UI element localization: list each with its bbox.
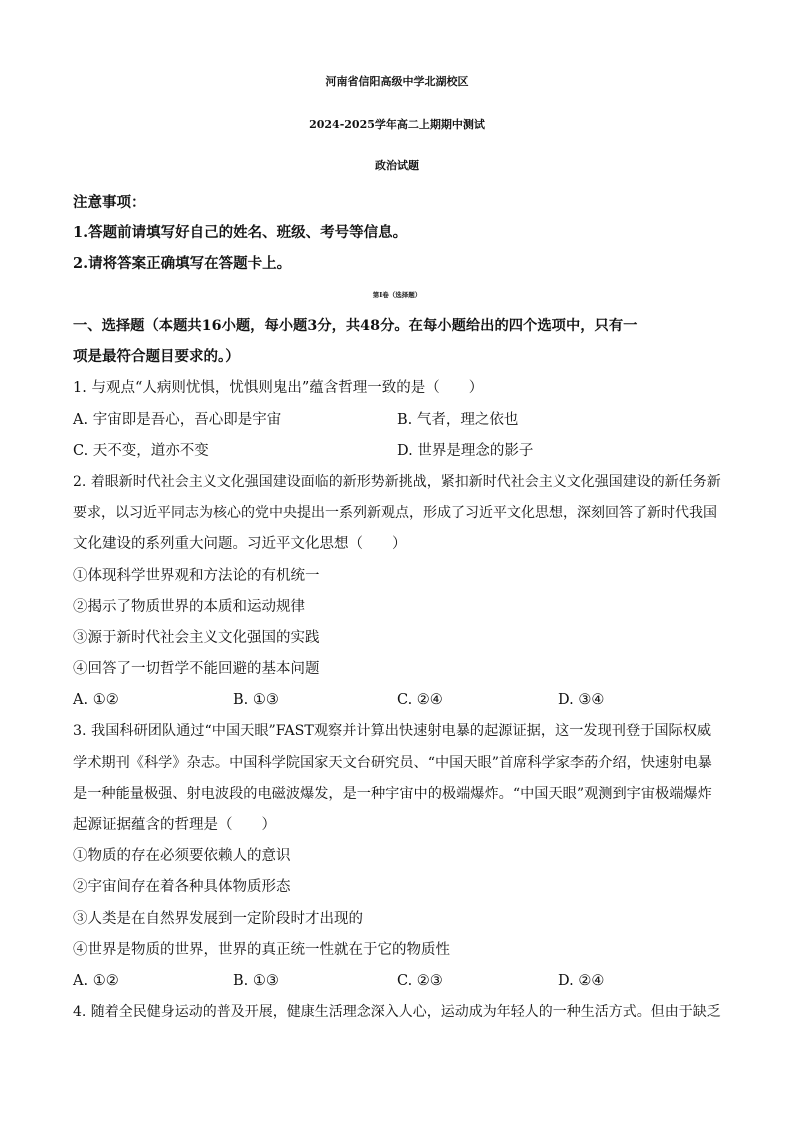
q1-option-d: D. 世界是理念的影子 — [397, 443, 534, 459]
q3-option-d: D. ②④ — [558, 973, 605, 989]
question-3-stem-cont: 是一种能量极强、射电波段的电磁波爆发，是一种宇宙中的极端爆炸。“中国天眼”观测到宇宙极端爆炸 — [73, 786, 712, 802]
q2-option-d: D. ③④ — [558, 692, 605, 708]
q2-statement: ①体现科学世界观和方法论的有机统一 — [73, 568, 320, 584]
q2-statement: ④回答了一切哲学不能回避的基本问题 — [73, 661, 320, 677]
q2-option-c: C. ②④ — [397, 692, 443, 708]
q1-option-c: C. 天不变，道亦不变 — [73, 443, 209, 459]
q3-option-a: A. ①② — [73, 973, 119, 989]
school-title: 河南省信阳高级中学北湖校区 — [325, 75, 469, 88]
q2-option-a: A. ①② — [73, 692, 119, 708]
question-3-stem-cont: 学术期刊《科学》杂志。中国科学院国家天文台研究员、“中国天眼”首席科学家李菂介绍，快速射电暴 — [73, 755, 712, 771]
subject-title: 政治试题 — [375, 159, 419, 172]
volume-title: 第Ⅰ卷（选择题） — [372, 291, 422, 299]
q1-option-b: B. 气者，理之依也 — [397, 412, 519, 428]
q1-option-a: A. 宇宙即是吾心，吾心即是宇宙 — [73, 412, 282, 428]
question-1-stem: 1. 与观点“人病则忧惧，忧惧则鬼出”蕴含哲理一致的是（ ） — [73, 380, 484, 396]
q3-statement: ④世界是物质的世界，世界的真正统一性就在于它的物质性 — [73, 942, 450, 958]
section-instructions: 一、选择题（本题共16小题，每小题3分，共48分。在每小题给出的四个选项中，只有一 — [73, 318, 638, 334]
question-3-stem-cont: 起源证据蕴含的哲理是（ ） — [73, 817, 276, 833]
q3-statement: ③人类是在自然界发展到一定阶段时才出现的 — [73, 911, 363, 927]
question-2-stem: 2. 着眼新时代社会主义文化强国建设面临的新形势新挑战，紧扣新时代社会主义文化强国建设的新任务新 — [73, 474, 721, 490]
section-instructions-cont: 项是最符合题目要求的。） — [73, 348, 240, 365]
q2-option-b: B. ①③ — [233, 692, 279, 708]
q3-statement: ①物质的存在必须要依赖人的意识 — [73, 848, 291, 864]
question-2-stem-cont: 文化建设的系列重大问题。习近平文化思想（ ） — [73, 536, 407, 552]
question-3-stem: 3. 我国科研团队通过“中国天眼”FAST观察并计算出快速射电暴的起源证据，这一发现刊登于国际权威 — [73, 723, 712, 739]
notice-item: 2.请将答案正确填写在答题卡上。 — [73, 255, 292, 272]
q3-statement: ②宇宙间存在着各种具体物质形态 — [73, 879, 291, 895]
question-4-stem: 4. 随着全民健身运动的普及开展，健康生活理念深入人心，运动成为年轻人的一种生活方式。但由于缺乏 — [73, 1004, 721, 1020]
q2-statement: ②揭示了物质世界的本质和运动规律 — [73, 599, 305, 615]
term-title: 2024-2025学年高二上期期中测试 — [309, 118, 485, 131]
notice-item: 1.答题前请填写好自己的姓名、班级、考号等信息。 — [73, 224, 408, 241]
notice-heading: 注意事项： — [73, 194, 146, 211]
q2-statement: ③源于新时代社会主义文化强国的实践 — [73, 630, 320, 646]
question-2-stem-cont: 要求，以习近平同志为核心的党中央提出一系列新观点，形成了习近平文化思想，深刻回答了新时代我国 — [73, 505, 717, 521]
q3-option-b: B. ①③ — [233, 973, 279, 989]
q3-option-c: C. ②③ — [397, 973, 443, 989]
